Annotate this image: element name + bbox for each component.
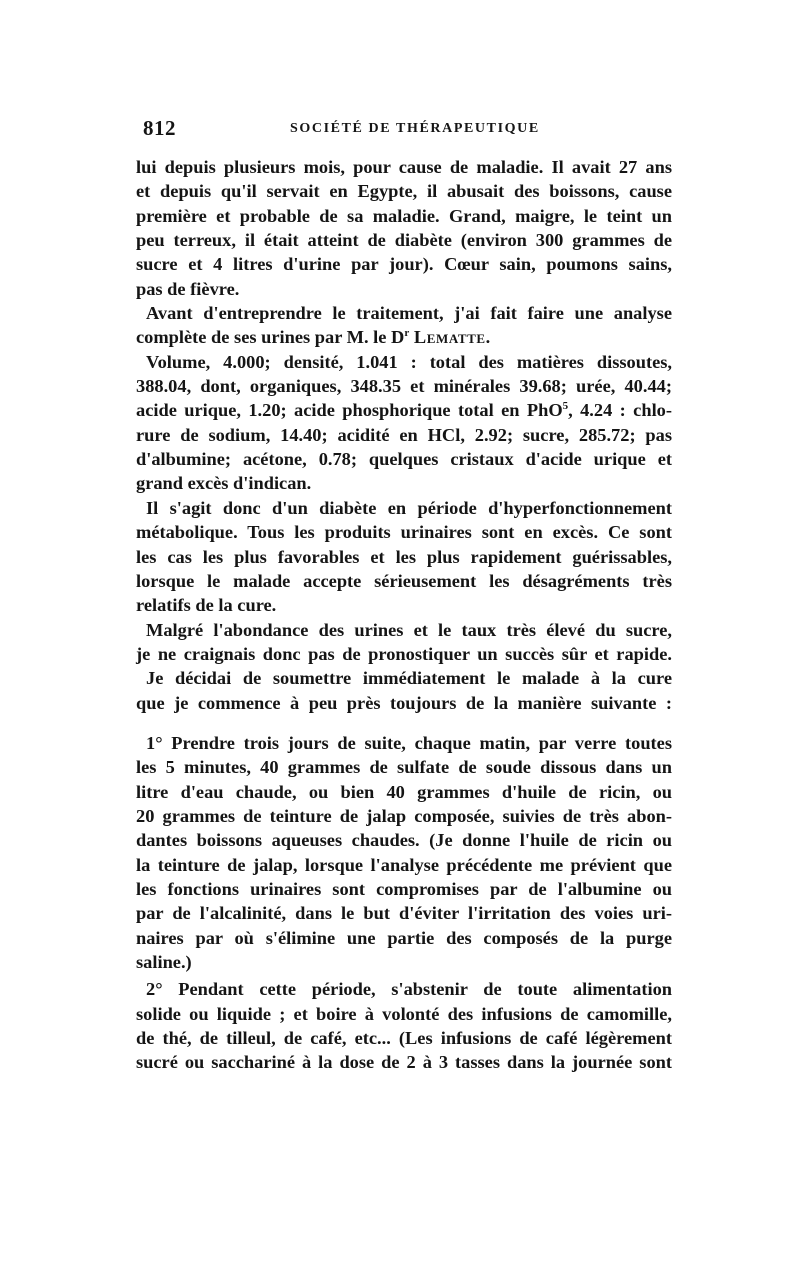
- text-line: solide ou liquide ; et boire à volonté des infusions de camomille,: [136, 1003, 672, 1024]
- paragraph: [136, 618, 672, 667]
- text-line: 1° Prendre trois jours de suite, chaque matin, par verre toutes: [146, 732, 672, 753]
- text-line: naires par où s'élimine une partie des composés de la purge: [136, 927, 672, 948]
- text-line: que je commence à peu près toujours de la manière suivante :: [136, 692, 672, 713]
- paragraph: [136, 301, 672, 350]
- text-line: lorsque le malade accepte sérieusement les désagréments très: [136, 570, 672, 591]
- list-item: [136, 731, 672, 974]
- text-line: peu terreux, il était atteint de diabète (environ 300 grammes de: [136, 230, 672, 251]
- text-line: la teinture de jalap, lorsque l'analyse précédente me prévient que: [136, 854, 672, 875]
- text-line: les cas les plus favorables et les plus rapidement guérissables,: [136, 546, 672, 567]
- text-line: sucré ou sacchariné à la dose de 2 à 3 tasses dans la journée sont: [136, 1052, 672, 1073]
- text-line: rure de sodium, 14.40; acidité en HCl, 2.92; sucre, 285.72; pas: [136, 424, 672, 445]
- superscript: 5: [562, 400, 569, 413]
- text-line: relatifs de la cure.: [136, 595, 277, 616]
- spacer: [136, 715, 672, 731]
- text-line: litre d'eau chaude, ou bien 40 grammes d'huile de ricin, ou: [136, 781, 672, 802]
- text-line: pas de fièvre.: [136, 278, 240, 299]
- superscript: r: [404, 327, 410, 340]
- text-line: [136, 398, 672, 422]
- text-line: 2° Pendant cette période, s'abstenir de toute alimentation: [146, 979, 672, 1000]
- text-line: par de l'alcalinité, dans le but d'éviter l'irritation des voies uri-: [136, 903, 672, 924]
- text-line: première et probable de sa maladie. Grand, maigre, le teint un: [136, 205, 672, 226]
- paragraph: [136, 155, 672, 301]
- text-line: grand excès d'indican.: [136, 473, 312, 494]
- text-line: 20 grammes de teinture de jalap composée, suivies de très abon-: [136, 805, 672, 826]
- text-line: [136, 325, 672, 349]
- text-line: saline.): [136, 952, 192, 972]
- text-line: d'albumine; acétone, 0.78; quelques cristaux d'acide urique et: [136, 449, 672, 470]
- running-head: SOCIÉTÉ DE THÉRAPEUTIQUE: [290, 121, 540, 136]
- text-line: dantes boissons aqueuses chaudes. (Je donne l'huile de ricin ou: [136, 830, 672, 851]
- text-segment: , 4.24 : chlo-: [568, 400, 672, 421]
- text-line: et depuis qu'il servait en Egypte, il abusait des boissons, cause: [136, 181, 672, 202]
- author-name: Lematte.: [413, 327, 491, 348]
- page-number: 812: [143, 116, 176, 140]
- text-line: je ne craignais donc pas de pronostiquer un succès sûr et rapide.: [136, 643, 672, 664]
- text-line: de thé, de tilleul, de café, etc... (Les infusions de café légèrement: [136, 1028, 672, 1049]
- text-line: les fonctions urinaires sont compromises par de l'albumine ou: [136, 878, 672, 899]
- paragraph: [136, 496, 672, 618]
- text-line: Je décidai de soumettre immédiatement le malade à la cure: [146, 668, 672, 689]
- text-segment: acide urique, 1.20; acide phosphorique total en PhO: [136, 400, 563, 421]
- page-body: [136, 155, 672, 1075]
- text-segment: complète de ses urines par M. le D: [136, 327, 405, 348]
- list-item: [136, 977, 672, 1074]
- text-line: Avant d'entreprendre le traitement, j'ai fait faire une analyse: [146, 303, 672, 324]
- paragraph: [136, 350, 672, 496]
- text-line: 388.04, dont, organiques, 348.35 et minérales 39.68; urée, 40.44;: [136, 376, 672, 397]
- text-line: Il s'agit donc d'un diabète en période d'hyperfonctionnement: [146, 497, 672, 518]
- text-line: métabolique. Tous les produits urinaires sont en excès. Ce sont: [136, 522, 672, 543]
- text-line: Volume, 4.000; densité, 1.041 : total des matières dissoutes,: [146, 351, 672, 372]
- text-line: lui depuis plusieurs mois, pour cause de maladie. Il avait 27 ans: [136, 157, 672, 177]
- paragraph: [136, 666, 672, 715]
- text-line: sucre et 4 litres d'urine par jour). Cœur sain, poumons sains,: [136, 254, 672, 275]
- text-line: Malgré l'abondance des urines et le taux très élevé du sucre,: [146, 619, 672, 640]
- text-line: les 5 minutes, 40 grammes de sulfate de soude dissous dans un: [136, 757, 672, 778]
- page-header: [143, 116, 673, 142]
